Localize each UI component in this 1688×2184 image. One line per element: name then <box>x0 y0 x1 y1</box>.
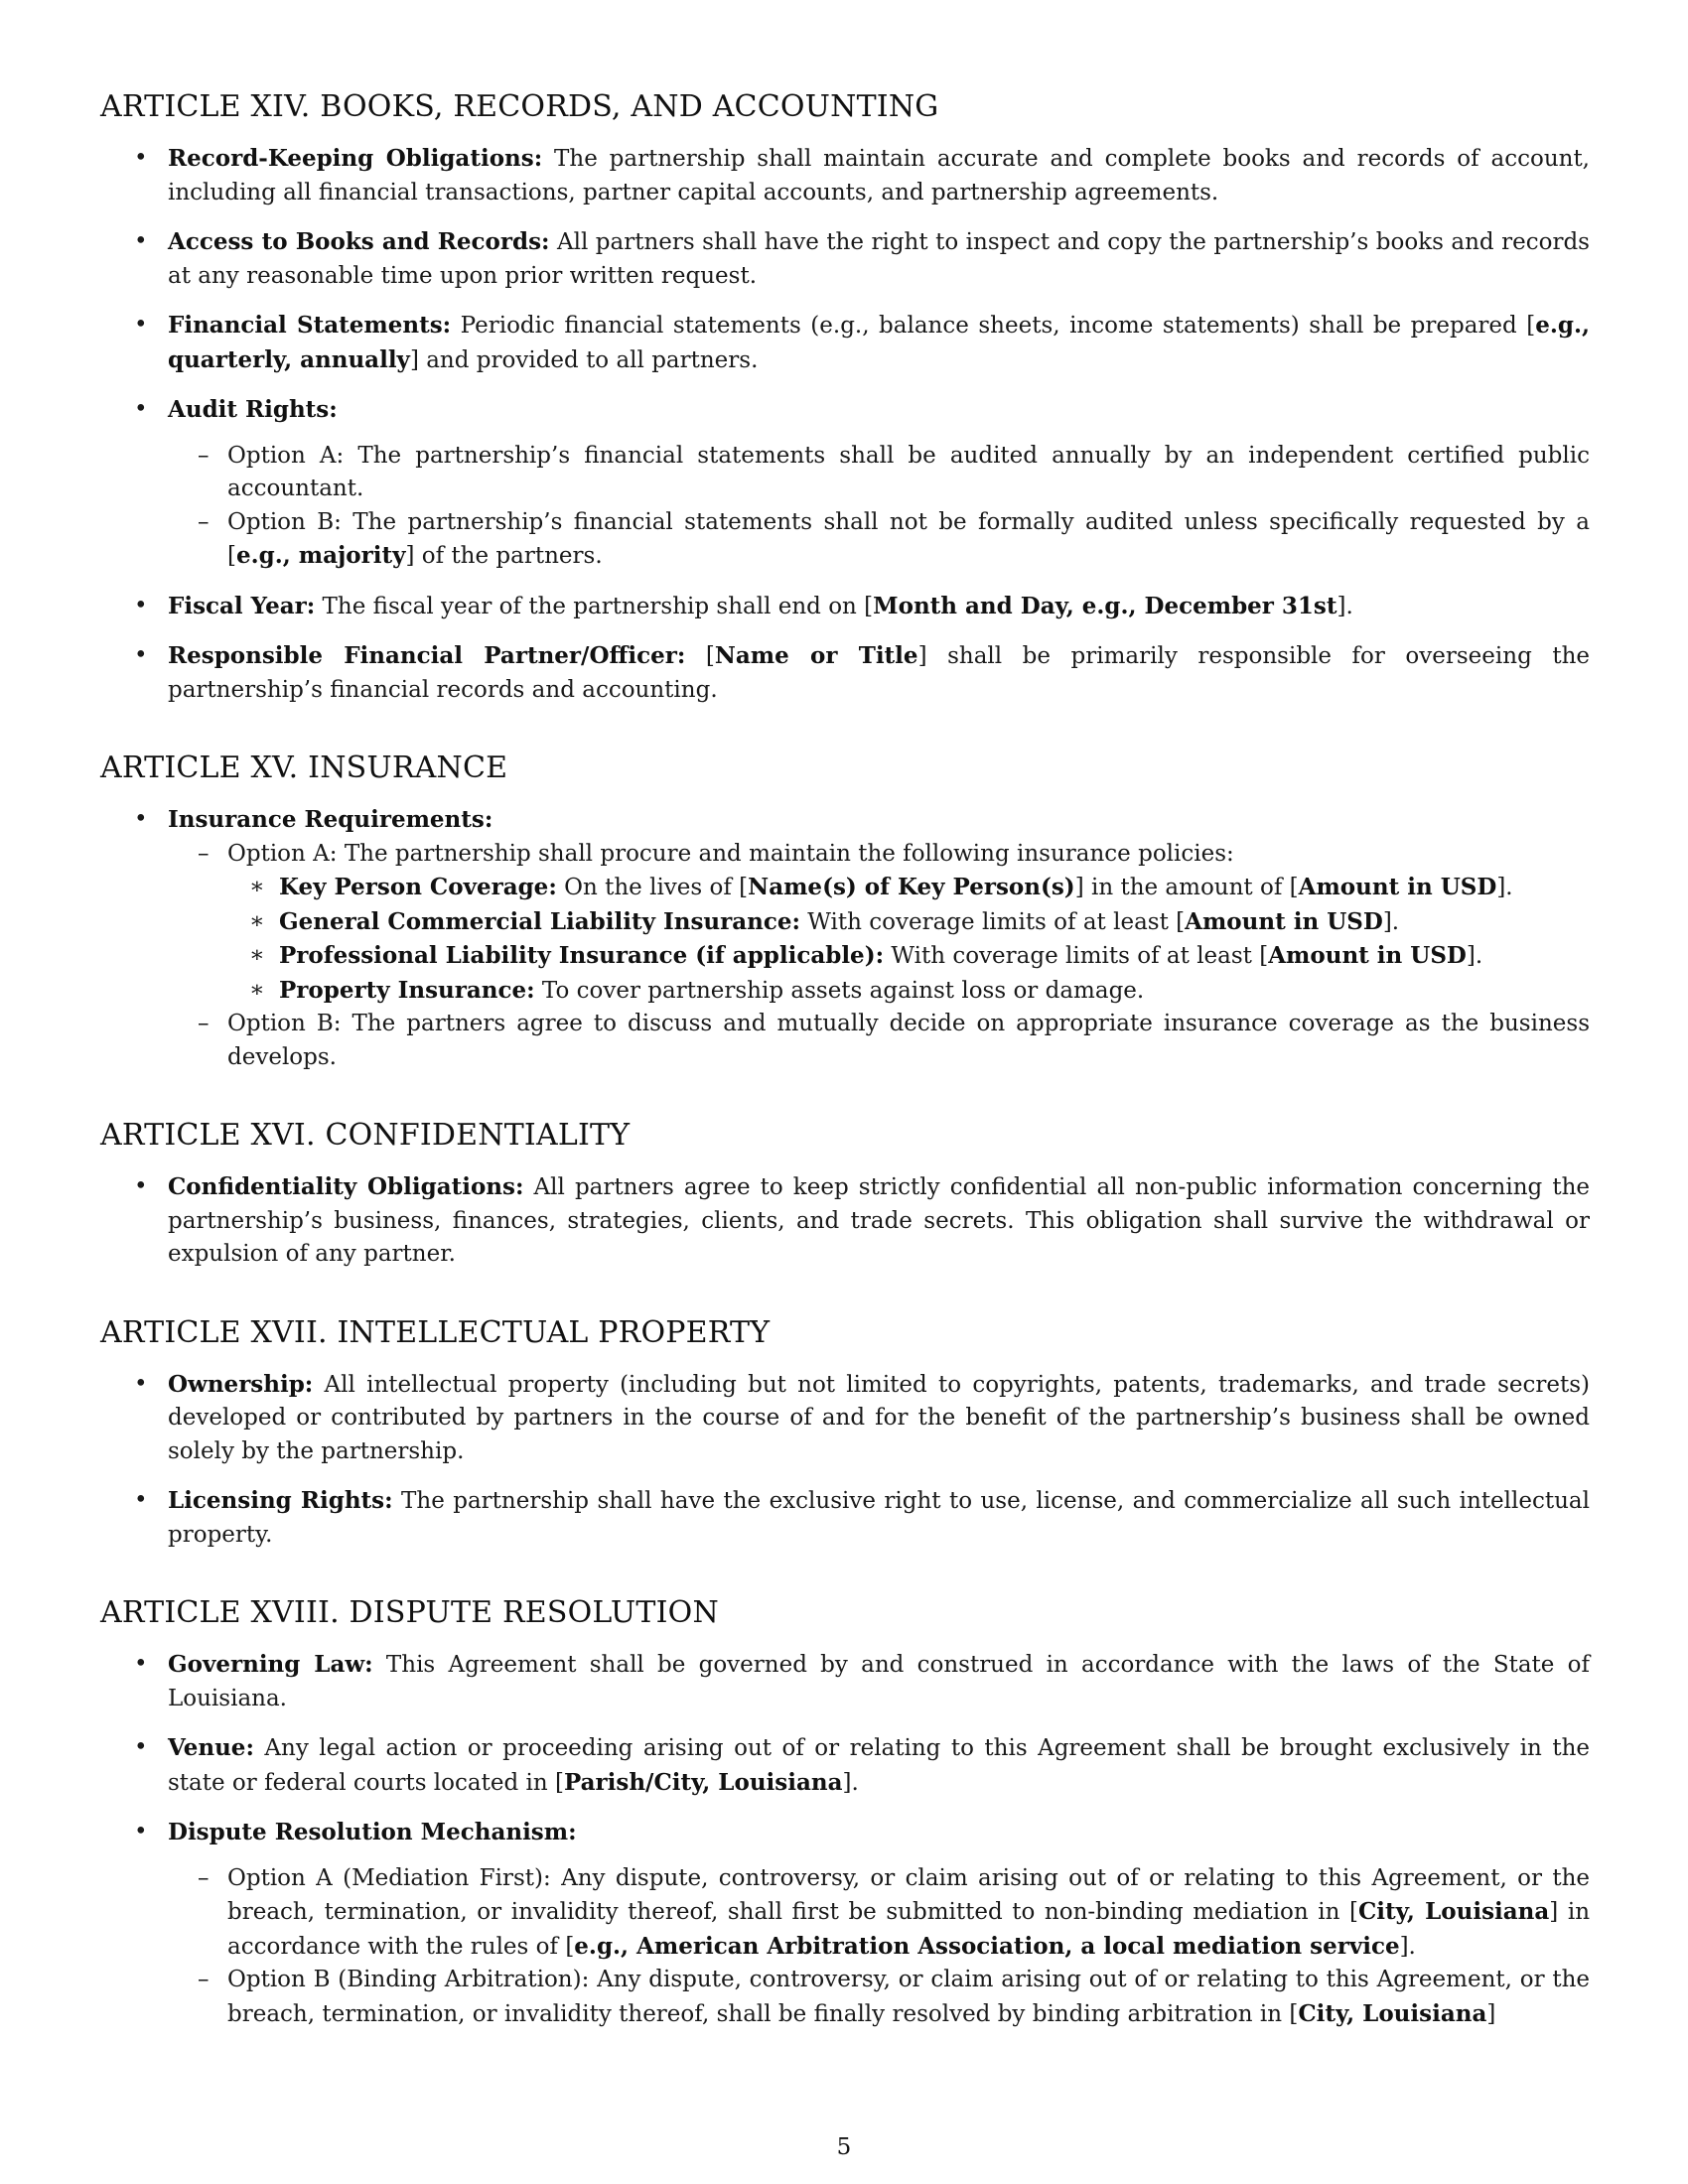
item-label: Record-Keeping Obligations: <box>168 145 543 172</box>
item-text: ]. <box>1466 943 1483 969</box>
article-16-heading: ARTICLE XVI. CONFIDENTIALITY <box>100 1118 631 1153</box>
article-14-heading: ARTICLE XIV. BOOKS, RECORDS, AND ACCOUNTING <box>100 89 939 124</box>
item-text: This Agreement shall be governed by and construed in accordance with the laws of the State of Louisiana. <box>168 1652 1591 1711</box>
item-text: Periodic financial statements (e.g., balance sheets, income statements) shall be prepared [ <box>460 313 1536 339</box>
placeholder: e.g., quarterly, annually <box>168 312 1590 373</box>
option-item <box>168 1862 1590 1965</box>
list-item <box>100 1731 1590 1800</box>
item-text: The partnership shall maintain accurate and complete books and records of account, including all financial transactions, partner capital accounts, and partnership agreements. <box>168 146 1590 205</box>
item-text: ] shall be primarily responsible for overseeing the partnership’s financial records and accounting. <box>168 643 1591 703</box>
policy-item <box>227 974 1590 1009</box>
article-15-heading: ARTICLE XV. INSURANCE <box>100 751 508 785</box>
article-17-heading: ARTICLE XVII. INTELLECTUAL PROPERTY <box>100 1314 771 1350</box>
item-label: Professional Liability Insurance (if applicable): <box>279 942 885 969</box>
placeholder: City, Louisiana <box>1298 1999 1487 2027</box>
list-item <box>100 142 1590 209</box>
item-text: With coverage limits of at least [ <box>891 943 1269 969</box>
list-item <box>100 1816 1590 2031</box>
item-text: All partners shall have the right to inspect and copy the partnership’s books and records at any reasonable time upon prior written request. <box>168 229 1590 289</box>
page-number: 5 <box>836 2134 852 2160</box>
list-item <box>100 803 1590 1074</box>
item-text: ]. <box>1399 1933 1416 1960</box>
article-15-list <box>100 803 1590 1074</box>
item-text: With coverage limits of at least [ <box>807 908 1186 935</box>
list-item <box>100 639 1590 707</box>
placeholder: e.g., American Arbitration Association, a local mediation service <box>574 1932 1400 1960</box>
item-text: [ <box>705 643 715 669</box>
document-page <box>100 89 1590 2031</box>
item-label: Venue: <box>168 1734 254 1761</box>
item-label: General Commercial Liability Insurance: <box>279 907 800 935</box>
item-text: Option A (Mediation First): Any dispute, controversy, or claim arising out of or relating to this Agreement, or the breach, termination, or invalidity thereof, shall first be submitted to non-binding mediation in [ <box>227 1864 1590 1925</box>
item-text: The partnership shall have the exclusive right to use, license, and commercialize all such intellectual property. <box>168 1488 1590 1548</box>
policy-item <box>227 939 1590 974</box>
article-17-list <box>100 1368 1590 1553</box>
item-label: Property Insurance: <box>279 976 535 1004</box>
insurance-options <box>168 838 1590 1075</box>
list-item <box>100 393 1590 574</box>
list-item <box>100 1170 1590 1272</box>
item-text: The fiscal year of the partnership shall end on [ <box>322 593 874 619</box>
item-text: All partners agree to keep strictly confidential all non-public information concerning the partnership’s business, finances, strategies, clients, and trade secrets. This obligation shall survive the withdrawal or expulsion of any partner. <box>168 1174 1590 1267</box>
item-label: Responsible Financial Partner/Officer: <box>168 642 686 669</box>
item-label: Insurance Requirements: <box>168 806 493 833</box>
item-label: Governing Law: <box>168 1651 373 1678</box>
list-item <box>100 1648 1590 1715</box>
article-16-list <box>100 1170 1590 1272</box>
placeholder: Name or Title <box>714 642 918 669</box>
placeholder: e.g., majority <box>235 542 406 569</box>
item-text: ] in the amount of [ <box>1074 875 1299 900</box>
policy-item <box>227 871 1590 905</box>
item-text: ]. <box>1382 908 1400 935</box>
option-item: – Option B: The partners agree to discuss and mutually decide on appropriate insurance coverage as the business develops. <box>168 1008 1590 1074</box>
list-item <box>100 590 1590 624</box>
list-item <box>100 1368 1590 1469</box>
item-label: Key Person Coverage: <box>279 874 557 900</box>
option-item: – Option A: The partnership’s financial statements shall be audited annually by an independent certified public accountant. <box>168 440 1590 506</box>
item-text: Any legal action or proceeding arising out of or relating to this Agreement shall be brought exclusively in the state or federal courts located in [ <box>168 1735 1590 1796</box>
list-item <box>100 1484 1590 1552</box>
placeholder: Amount in USD <box>1268 942 1467 969</box>
article-14-list <box>100 142 1590 707</box>
item-text: ] and provided to all partners. <box>409 346 759 373</box>
option-item <box>168 506 1590 574</box>
placeholder: Parish/City, Louisiana <box>563 1768 843 1796</box>
dispute-options <box>168 1862 1590 2032</box>
item-label: Fiscal Year: <box>168 592 316 619</box>
item-text: ]. <box>1496 875 1513 900</box>
item-text: To cover partnership assets against loss or damage. <box>541 977 1145 1004</box>
item-text: Option B: The partnership’s financial statements shall not be formally audited unless specifically requested by a [ <box>227 508 1590 569</box>
item-text: Option A: The partnership shall procure and maintain the following insurance policies: <box>227 840 1234 867</box>
audit-options <box>168 440 1590 574</box>
article-18-list <box>100 1648 1590 2031</box>
item-label: Confidentiality Obligations: <box>168 1173 524 1200</box>
item-text: On the lives of [ <box>564 875 749 900</box>
option-item <box>168 1964 1590 2031</box>
item-label: Access to Books and Records: <box>168 228 550 255</box>
placeholder: Name(s) of Key Person(s) <box>748 874 1075 900</box>
placeholder: Amount in USD <box>1298 874 1497 900</box>
item-text: ]. <box>842 1769 859 1796</box>
option-item <box>168 838 1590 1009</box>
article-18-heading: ARTICLE XVIII. DISPUTE RESOLUTION <box>100 1595 719 1630</box>
item-label: Licensing Rights: <box>168 1487 393 1514</box>
item-text: ] of the partners. <box>405 543 603 569</box>
item-text: ] in accordance with the rules of [ <box>227 1899 1591 1960</box>
list-item <box>100 309 1590 377</box>
placeholder: Month and Day, e.g., December 31st <box>873 592 1337 619</box>
policy-item <box>227 905 1590 940</box>
item-text: All intellectual property (including but not limited to copyrights, patents, trademarks, and trade secrets) developed or contributed by partners in the course of and for the benefit of the partnership’s business shall be owned solely by the partnership. <box>168 1371 1590 1464</box>
insurance-policies <box>227 871 1590 1008</box>
item-text: ] <box>1486 2000 1496 2027</box>
item-label: Ownership: <box>168 1370 314 1398</box>
item-label: Financial Statements: <box>168 312 452 339</box>
list-item <box>100 225 1590 293</box>
placeholder: Amount in USD <box>1185 907 1383 935</box>
item-label: Audit Rights: <box>168 396 338 423</box>
item-text: Option B (Binding Arbitration): Any dispute, controversy, or claim arising out of or relating to this Agreement, or the breach, termination, or invalidity thereof, shall be finally resolved by binding arbitration in [ <box>227 1967 1590 2027</box>
item-text: ]. <box>1336 593 1353 619</box>
item-label: Dispute Resolution Mechanism: <box>168 1819 577 1845</box>
placeholder: City, Louisiana <box>1358 1898 1550 1925</box>
